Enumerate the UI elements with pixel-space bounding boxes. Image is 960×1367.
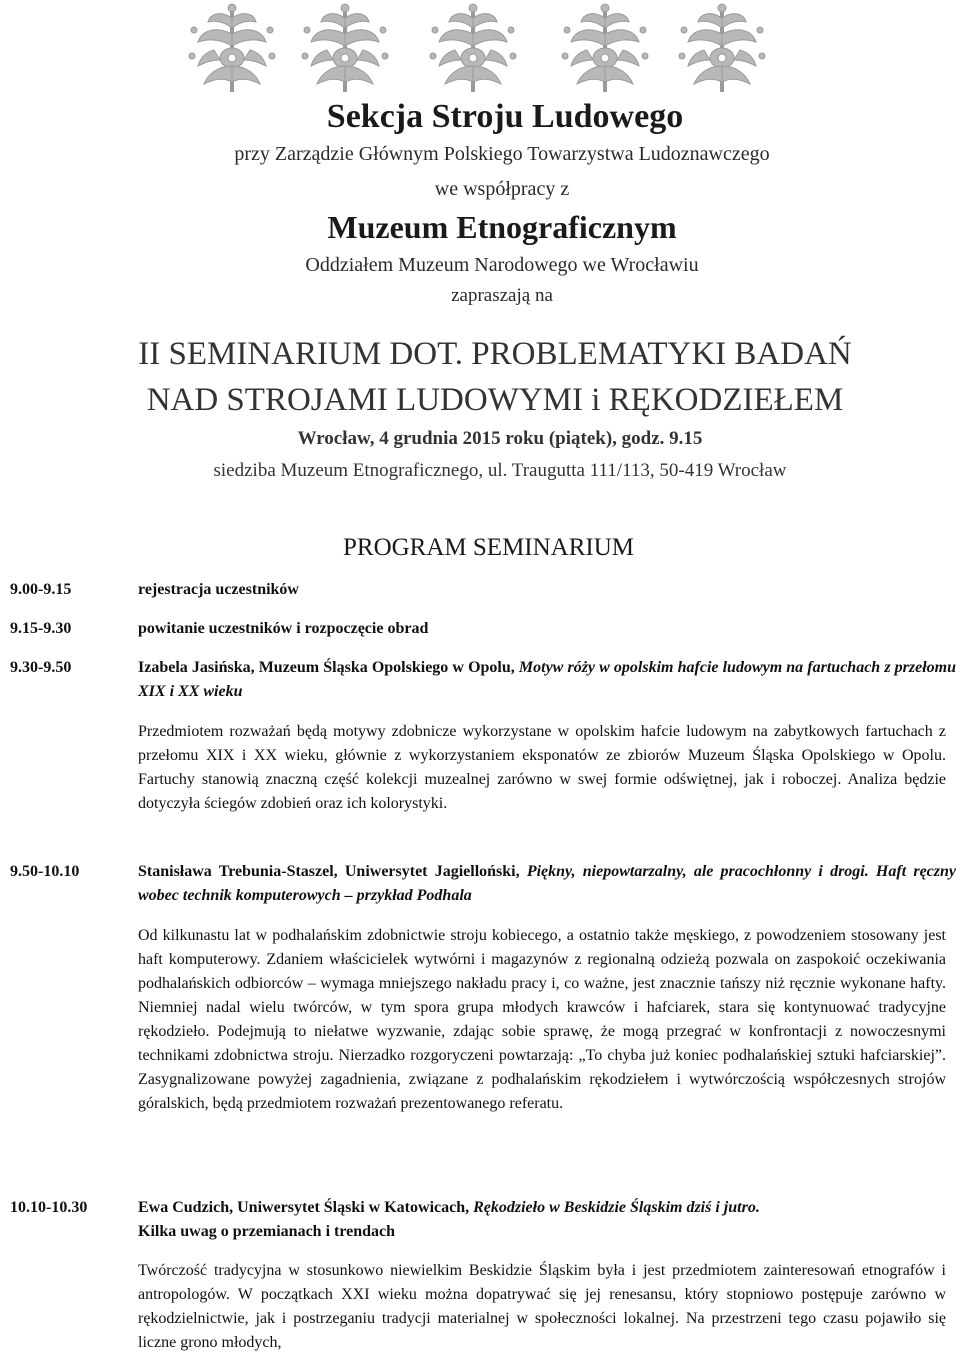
talk-title: Piękny, niepowtarzalny, ale pracochłonny i drogi. Haft ręczny wobec technik komputerowych – przykład Podhala <box>138 863 957 904</box>
abstract: Twórczość tradycyjna w stosunkowo niewielkim Beskidzie Śląskim była i jest przedmiotem zainteresowań etnografów i antropologów. W początkach XXI wieku można dopatrywać się jej renesansu, który stopniowo postępuje zarówno w rękodzielnictwie, jak i postrzeganiu tradycji materialnej w społeczności lokalnej. Na przestrzeni tego czasu pojawiło się liczne grono młodych, <box>138 1262 946 1351</box>
invite-line: zapraszają na <box>451 285 553 306</box>
folk-flower-ornament-icon <box>293 0 397 100</box>
talk-title: Rękodzieło w Beskidzie Śląskim dziś i jutro. <box>473 1199 760 1216</box>
folk-flower-ornament-icon <box>180 0 284 100</box>
program-text: rejestracja uczestników <box>138 581 299 598</box>
program-time: 9.30-9.50 <box>10 659 72 676</box>
seminar-title-line1: II SEMINARIUM DOT. PROBLEMATYKI BADAŃ <box>138 336 852 372</box>
talk-title: Motyw róży w opolskim hafcie ludowym na fartuchach z przełomu XIX i XX wieku <box>138 659 956 700</box>
program-time: 10.10-10.30 <box>10 1199 88 1216</box>
abstract: Przedmiotem rozważań będą motywy zdobnicze wykorzystane w opolskim hafcie ludowym na zabytkowych fartuchach z przełomu XIX i XX wieku, głównie z wykorzystaniem eksponatów ze zbiorów Muzeum Śląska Opolskiego w Opolu. Fartuchy stanowią znaczną część kolekcji muzealnej zarówno w swej formie odświętnej, jak i roboczej. Analiza będzie dotyczyła ściegów zdobień oraz ich kolorystyki. <box>138 723 946 812</box>
ornament-band <box>0 0 960 100</box>
program-time: 9.00-9.15 <box>10 581 72 598</box>
folk-flower-ornament-icon <box>421 0 525 100</box>
speaker: Izabela Jasińska, Muzeum Śląska Opolskiego w Opolu, <box>138 659 515 676</box>
seminar-title-line2: NAD STROJAMI LUDOWYMI i RĘKODZIEŁEM <box>146 382 844 418</box>
organizer-line: przy Zarządzie Głównym Polskiego Towarzystwa Ludoznawczego <box>234 143 770 165</box>
program-text: powitanie uczestników i rozpoczęcie obrad <box>138 620 429 637</box>
museum-title: Muzeum Etnograficznym <box>327 209 677 245</box>
folk-flower-ornament-icon <box>553 0 657 100</box>
seminar-venue: siedziba Muzeum Etnograficznego, ul. Traugutta 111/113, 50-419 Wrocław <box>213 460 787 481</box>
program-title: PROGRAM SEMINARIUM <box>343 534 635 561</box>
section-title: Sekcja Stroju Ludowego <box>326 98 684 135</box>
program-time: 9.15-9.30 <box>10 620 72 637</box>
program-time: 9.50-10.10 <box>10 863 80 880</box>
speaker: Stanisława Trebunia-Staszel, Uniwersytet Jagielloński, <box>138 863 520 880</box>
cooperation-line: we współpracy z <box>434 178 570 200</box>
branch-line: Oddziałem Muzeum Narodowego we Wrocławiu <box>305 254 699 276</box>
talk-subtitle: Kilka uwag o przemianach i trendach <box>138 1223 396 1240</box>
speaker: Ewa Cudzich, Uniwersytet Śląski w Katowicach, <box>138 1199 470 1216</box>
seminar-date: Wrocław, 4 grudnia 2015 roku (piątek), godz. 9.15 <box>297 428 703 449</box>
folk-flower-ornament-icon <box>670 0 774 100</box>
abstract: Od kilkunastu lat w podhalańskim zdobnictwie stroju kobiecego, a ostatnio także męskiego, z powodzeniem stosowany jest haft komputerowy. Zdaniem właścicielek wytwórni i magazynów z regionalną odzieżą pozwala on zaspokoić oczekiwania podhalańskich odbiorców – wymaga mniejszego nakładu pracy i, co ważne, jest znacznie tańszy niż ręcznie wykonane hafty. Niemniej nadal wielu twórców, w tym spora grupa młodych krawców i hafciarek, stara się kontynuować tradycyjne rękodzieło. Podejmują to niełatwe wyzwanie, zdając sobie sprawę, że mogą przegrać w konfrontacji z nowoczesnymi technikami zdobnictwa stroju. Nierzadko rozgoryczeni powtarzają: „To chyba już koniec podhalańskiej sztuki hafciarskiej”. Zasygnalizowane powyżej zagadnienia, związane z podhalańskim rękodziełem i wytwórczością współczesnych strojów góralskich, będą przedmiotem rozważań prezentowanego referatu. <box>138 927 946 1112</box>
